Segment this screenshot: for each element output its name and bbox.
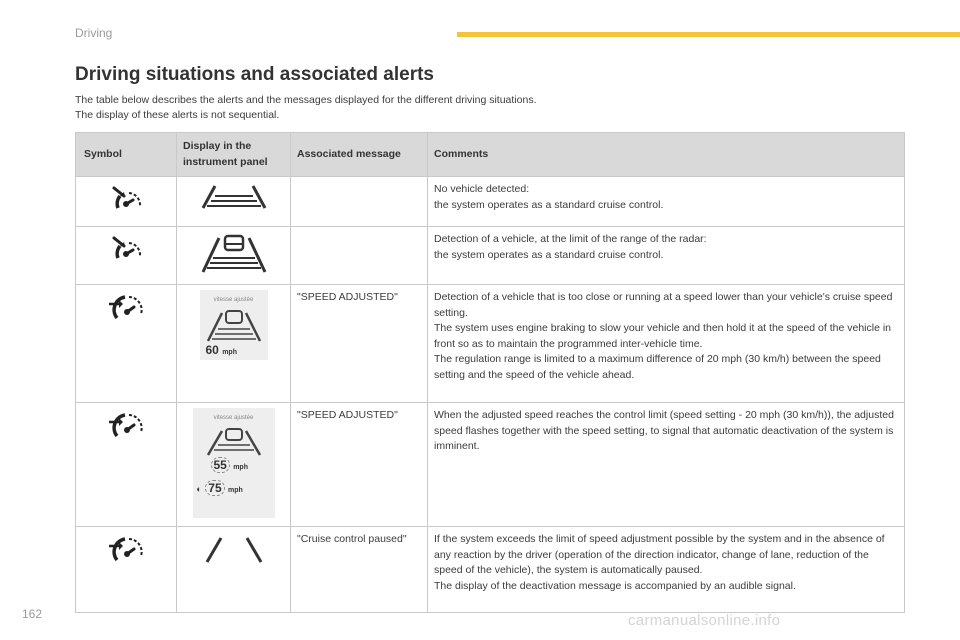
adaptive-cruise-gauge-icon — [105, 290, 147, 324]
alerts-table — [75, 132, 905, 613]
header-comments: Comments — [428, 133, 905, 177]
message-cell: "Cruise control paused" — [291, 527, 428, 613]
comment-line: Detection of a vehicle, at the limit of the range of the radar: — [434, 233, 707, 245]
comments-cell — [428, 285, 905, 403]
display-cell — [177, 403, 291, 527]
intro-text — [75, 93, 537, 123]
message-cell: "SPEED ADJUSTED" — [291, 403, 428, 527]
comment-line: Detection of a vehicle that is too close or running at a speed lower than your vehicle's cruise speed setting. — [434, 291, 893, 319]
table-header-row — [76, 133, 905, 177]
display-unit: mph — [227, 486, 243, 494]
display-cell — [177, 227, 291, 285]
comments-cell — [428, 527, 905, 613]
display-cell — [177, 285, 291, 403]
page-number: 162 — [22, 607, 43, 621]
speed-adjusted-display — [200, 290, 268, 360]
header-message: Associated message — [291, 133, 428, 177]
table-row — [76, 527, 905, 613]
comments-cell — [428, 177, 905, 227]
comment-line: The regulation range is limited to a maximum difference of 20 mph (30 km/h) between the speed setting and the speed of the vehicle ahead. — [434, 353, 881, 381]
display-speed: 60 — [205, 342, 219, 357]
display-speed-setting-flashing: 75 — [205, 480, 224, 496]
symbol-cell — [76, 227, 177, 285]
intro-line: The table below describes the alerts and the messages displayed for the different driving situations. — [75, 94, 537, 106]
symbol-cell — [76, 177, 177, 227]
symbol-cell — [76, 403, 177, 527]
display-caption: vitesse ajustée — [213, 415, 254, 421]
table-row — [76, 403, 905, 527]
display-speed-flashing: 55 — [211, 457, 230, 473]
comments-cell — [428, 403, 905, 527]
table-row — [76, 177, 905, 227]
message-cell — [291, 227, 428, 285]
adaptive-cruise-gauge-icon — [105, 532, 147, 566]
adaptive-cruise-gauge-icon — [105, 408, 147, 442]
vehicle-on-road-icon — [204, 309, 264, 343]
table-row — [76, 227, 905, 285]
page-title: Driving situations and associated alerts — [75, 64, 434, 85]
empty-road-lanes-icon — [195, 182, 273, 212]
comments-cell — [428, 227, 905, 285]
comment-line: the system operates as a standard cruise control. — [434, 248, 664, 261]
comment-line: The system uses engine braking to slow your vehicle and then hold it at the speed of the vehicle in front so as to maintain the programmed inter-vehicle time. — [434, 322, 892, 350]
road-lines-paused-icon — [195, 532, 273, 566]
speed-adjusted-flashing-display — [193, 408, 275, 518]
vehicle-on-road-icon — [195, 232, 273, 276]
cruise-symbol-small-icon: ◐ — [196, 483, 202, 494]
display-cell — [177, 527, 291, 613]
header-symbol: Symbol — [76, 133, 177, 177]
comment-line: If the system exceeds the limit of speed adjustment possible by the system and in the absence of any reaction by the driver (operation of the direction indicator, change of lane, reduction of the speed of the vehicle), the system is automatically paused. — [434, 533, 885, 576]
comment-line: the system operates as a standard cruise control. — [434, 198, 664, 211]
intro-line: The display of these alerts is not sequential. — [75, 109, 280, 121]
symbol-cell — [76, 285, 177, 403]
display-caption: vitesse ajustée — [213, 297, 254, 303]
message-cell — [291, 177, 428, 227]
message-cell: "SPEED ADJUSTED" — [291, 285, 428, 403]
cruise-control-gauge-arrow-icon — [106, 232, 146, 266]
symbol-cell — [76, 527, 177, 613]
vehicle-on-road-icon — [204, 427, 264, 457]
display-cell — [177, 177, 291, 227]
display-unit: mph — [222, 348, 237, 356]
comment-line: When the adjusted speed reaches the control limit (speed setting - 20 mph (30 km/h)), the adjusted speed flashes together with the speed setting, to signal that automatic deactivation of the system is imminent. — [434, 409, 894, 452]
table-row — [76, 285, 905, 403]
watermark: carmanualsonline.info — [628, 612, 781, 629]
comment-line: The display of the deactivation message is accompanied by an audible signal. — [434, 579, 796, 592]
header-display: Display in the instrument panel — [177, 133, 291, 177]
display-unit: mph — [233, 463, 248, 471]
section-label: Driving — [75, 26, 113, 40]
cruise-control-gauge-arrow-icon — [106, 182, 146, 216]
section-accent-bar — [457, 32, 960, 37]
comment-line: No vehicle detected: — [434, 183, 530, 195]
